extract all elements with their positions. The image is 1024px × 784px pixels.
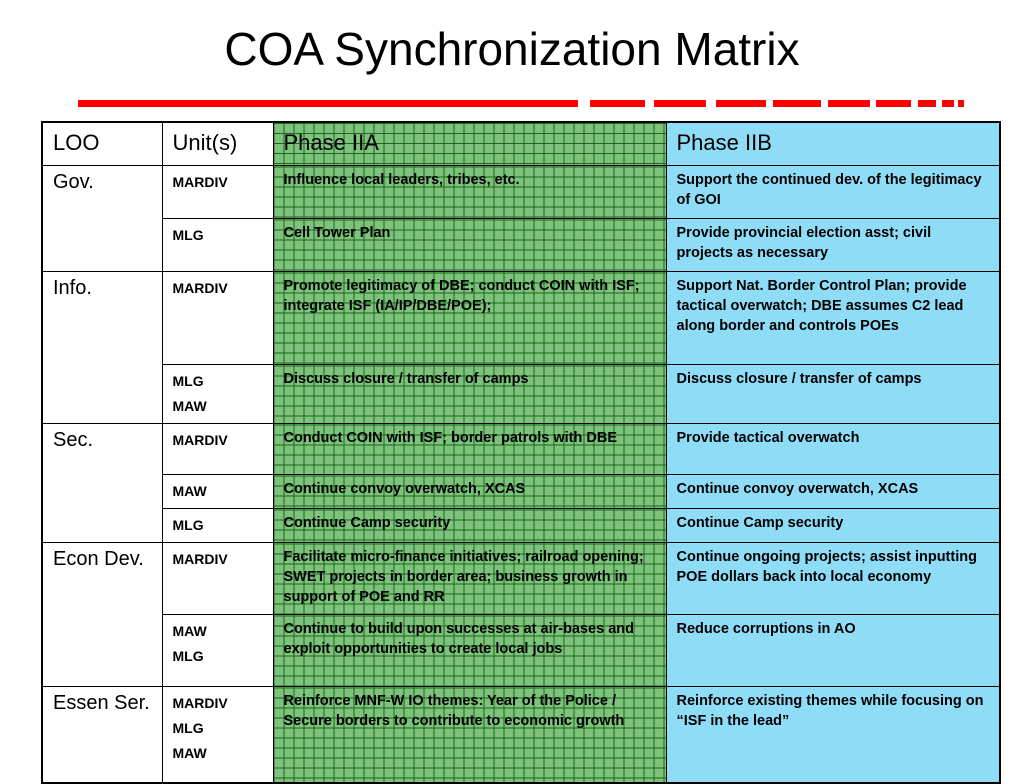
phase-iib-cell: Support the continued dev. of the legitimacy of GOI	[666, 166, 1000, 219]
loo-cell: Gov.	[42, 166, 162, 272]
table-row	[42, 272, 1000, 365]
phase-iib-cell: Continue Camp security	[666, 509, 1000, 543]
phase-iib-cell: Continue convoy overwatch, XCAS	[666, 475, 1000, 509]
table-row	[42, 475, 1000, 509]
unit-label: MARDIV	[172, 432, 228, 448]
slide-title: COA Synchronization Matrix	[224, 23, 800, 75]
phase-iia-cell: Cell Tower Plan	[273, 219, 666, 272]
phase-iia-cell: Influence local leaders, tribes, etc.	[273, 166, 666, 219]
phase-iia-cell: Discuss closure / transfer of camps	[273, 365, 666, 424]
table-row	[42, 424, 1000, 475]
units-cell	[162, 424, 273, 475]
phase-iib-cell: Provide tactical overwatch	[666, 424, 1000, 475]
phase-iia-cell: Conduct COIN with ISF; border patrols with DBE	[273, 424, 666, 475]
table-row	[42, 543, 1000, 615]
phase-iib-column-header: Phase IIB	[666, 122, 1000, 166]
phase-iia-cell: Continue Camp security	[273, 509, 666, 543]
phase-iib-cell: Continue ongoing projects; assist inputting POE dollars back into local economy	[666, 543, 1000, 615]
table-row	[42, 615, 1000, 687]
phase-iia-cell: Continue convoy overwatch, XCAS	[273, 475, 666, 509]
units-cell	[162, 543, 273, 615]
unit-label: MARDIV	[172, 695, 228, 711]
unit-label: MARDIV	[172, 280, 228, 296]
phase-iib-cell: Reinforce existing themes while focusing on “ISF in the lead”	[666, 687, 1000, 783]
phase-iib-cell: Provide provincial election asst; civil projects as necessary	[666, 219, 1000, 272]
units-cell	[162, 687, 273, 783]
phase-iia-column-header: Phase IIA	[273, 122, 666, 166]
unit-label: MARDIV	[172, 174, 228, 190]
units-cell	[162, 475, 273, 509]
loo-cell: Sec.	[42, 424, 162, 543]
unit-label: MAW	[172, 398, 207, 414]
unit-label: MLG	[172, 373, 204, 389]
table-row	[42, 219, 1000, 272]
loo-cell: Essen Ser.	[42, 687, 162, 783]
unit-label: MLG	[172, 720, 204, 736]
unit-label: MARDIV	[172, 551, 228, 567]
unit-label: MLG	[172, 227, 204, 243]
units-cell	[162, 219, 273, 272]
phase-iib-cell: Discuss closure / transfer of camps	[666, 365, 1000, 424]
units-column-header: Unit(s)	[162, 122, 273, 166]
unit-label: MLG	[172, 648, 204, 664]
phase-iia-cell: Promote legitimacy of DBE; conduct COIN with ISF; integrate ISF (IA/IP/DBE/POE);	[273, 272, 666, 365]
table-row	[42, 166, 1000, 219]
units-cell	[162, 166, 273, 219]
phase-iia-cell: Reinforce MNF-W IO themes: Year of the Police / Secure borders to contribute to economic growth	[273, 687, 666, 783]
table-row	[42, 365, 1000, 424]
loo-cell: Econ Dev.	[42, 543, 162, 687]
phase-iia-cell: Facilitate micro-finance initiatives; railroad opening; SWET projects in border area; business growth in support of POE and RR	[273, 543, 666, 615]
unit-label: MAW	[172, 483, 207, 499]
unit-label: MAW	[172, 745, 207, 761]
header-row	[42, 122, 1000, 166]
table-row	[42, 509, 1000, 543]
phase-iib-cell: Reduce corruptions in AO	[666, 615, 1000, 687]
units-cell	[162, 615, 273, 687]
units-cell	[162, 365, 273, 424]
table-row	[42, 687, 1000, 783]
unit-label: MAW	[172, 623, 207, 639]
coa-sync-matrix	[41, 121, 1001, 784]
loo-cell: Info.	[42, 272, 162, 424]
loo-column-header: LOO	[42, 122, 162, 166]
units-cell	[162, 509, 273, 543]
units-cell	[162, 272, 273, 365]
phase-iia-cell: Continue to build upon successes at air-bases and exploit opportunities to create local jobs	[273, 615, 666, 687]
unit-label: MLG	[172, 517, 204, 533]
phase-iib-cell: Support Nat. Border Control Plan; provide tactical overwatch; DBE assumes C2 lead along border and controls POEs	[666, 272, 1000, 365]
